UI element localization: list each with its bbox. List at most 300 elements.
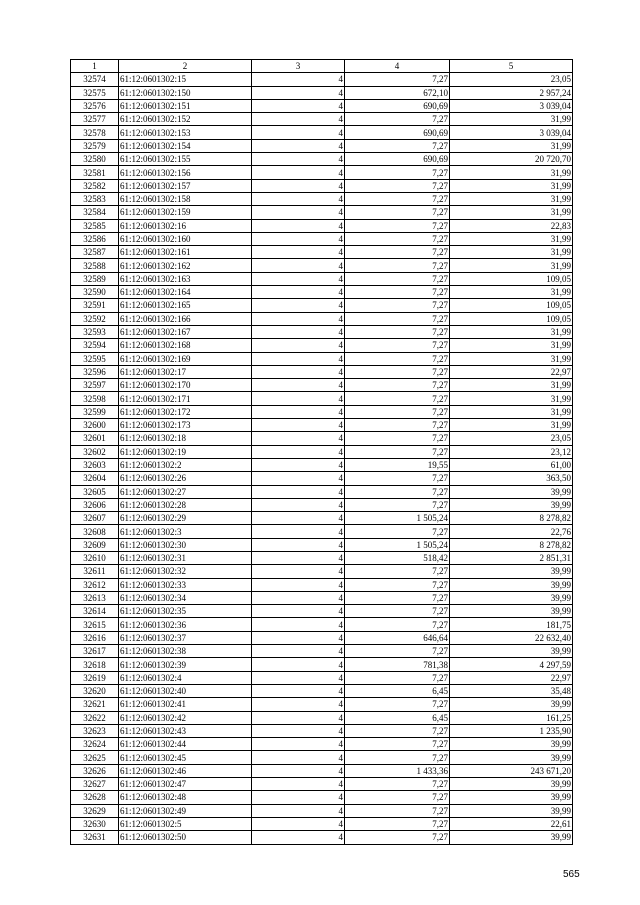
cell-value-5: 31,99	[450, 206, 573, 219]
cell-row-number: 32574	[71, 73, 119, 86]
cell-cadastral-number: 61:12:0601302:39	[119, 658, 252, 671]
cell-cadastral-number: 61:12:0601302:47	[119, 778, 252, 791]
cell-value-5: 22 632,40	[450, 631, 573, 644]
cell-cadastral-number: 61:12:0601302:41	[119, 698, 252, 711]
cell-value-4: 7,27	[345, 485, 450, 498]
cell-value-4: 7,27	[345, 379, 450, 392]
page-number: 565	[563, 869, 580, 880]
cell-row-number: 32586	[71, 232, 119, 245]
column-header: 2	[119, 60, 252, 73]
cell-cadastral-number: 61:12:0601302:173	[119, 419, 252, 432]
table-row	[71, 485, 573, 498]
cell-category: 4	[252, 791, 345, 804]
column-header: 4	[345, 60, 450, 73]
table-row	[71, 73, 573, 86]
cell-category: 4	[252, 485, 345, 498]
cell-row-number: 32617	[71, 645, 119, 658]
cell-category: 4	[252, 658, 345, 671]
cell-cadastral-number: 61:12:0601302:27	[119, 485, 252, 498]
table-row	[71, 432, 573, 445]
column-header: 3	[252, 60, 345, 73]
table-row	[71, 246, 573, 259]
cell-value-5: 31,99	[450, 286, 573, 299]
cell-cadastral-number: 61:12:0601302:36	[119, 618, 252, 631]
cell-row-number: 32609	[71, 538, 119, 551]
cell-value-5: 8 278,82	[450, 512, 573, 525]
table-row	[71, 179, 573, 192]
cell-value-4: 7,27	[345, 392, 450, 405]
cell-value-4: 7,27	[345, 738, 450, 751]
table-row	[71, 684, 573, 697]
cell-row-number: 32577	[71, 113, 119, 126]
cell-category: 4	[252, 831, 345, 844]
cell-row-number: 32606	[71, 498, 119, 511]
cell-cadastral-number: 61:12:0601302:45	[119, 751, 252, 764]
cell-row-number: 32615	[71, 618, 119, 631]
cell-category: 4	[252, 671, 345, 684]
table-row	[71, 339, 573, 352]
cell-value-4: 7,27	[345, 791, 450, 804]
table-row	[71, 166, 573, 179]
cell-cadastral-number: 61:12:0601302:168	[119, 339, 252, 352]
table-row	[71, 778, 573, 791]
cell-value-4: 7,27	[345, 817, 450, 830]
cell-value-4: 7,27	[345, 724, 450, 737]
cell-value-4: 7,27	[345, 671, 450, 684]
cell-cadastral-number: 61:12:0601302:19	[119, 445, 252, 458]
cell-category: 4	[252, 153, 345, 166]
column-header: 5	[450, 60, 573, 73]
cell-row-number: 32607	[71, 512, 119, 525]
cell-category: 4	[252, 472, 345, 485]
table-row	[71, 325, 573, 338]
table-row	[71, 379, 573, 392]
cell-row-number: 32614	[71, 605, 119, 618]
cell-category: 4	[252, 232, 345, 245]
cell-value-5: 23,05	[450, 73, 573, 86]
table-row	[71, 538, 573, 551]
cell-cadastral-number: 61:12:0601302:4	[119, 671, 252, 684]
cell-row-number: 32610	[71, 551, 119, 564]
cell-value-4: 7,27	[345, 206, 450, 219]
cell-value-4: 7,27	[345, 259, 450, 272]
table-row	[71, 192, 573, 205]
cell-value-5: 31,99	[450, 166, 573, 179]
cell-cadastral-number: 61:12:0601302:166	[119, 312, 252, 325]
cell-row-number: 32621	[71, 698, 119, 711]
cell-value-5: 4 297,59	[450, 658, 573, 671]
table-row	[71, 724, 573, 737]
cell-row-number: 32579	[71, 139, 119, 152]
cell-value-5: 31,99	[450, 352, 573, 365]
cell-row-number: 32625	[71, 751, 119, 764]
cell-cadastral-number: 61:12:0601302:38	[119, 645, 252, 658]
cell-row-number: 32622	[71, 711, 119, 724]
cell-value-5: 109,05	[450, 299, 573, 312]
cell-value-4: 7,27	[345, 645, 450, 658]
cell-cadastral-number: 61:12:0601302:35	[119, 605, 252, 618]
cell-category: 4	[252, 432, 345, 445]
table-row	[71, 831, 573, 844]
cell-row-number: 32612	[71, 578, 119, 591]
cell-row-number: 32591	[71, 299, 119, 312]
cell-value-5: 20 720,70	[450, 153, 573, 166]
cell-category: 4	[252, 286, 345, 299]
cell-category: 4	[252, 365, 345, 378]
cell-cadastral-number: 61:12:0601302:5	[119, 817, 252, 830]
table-row	[71, 113, 573, 126]
cell-value-4: 781,38	[345, 658, 450, 671]
cell-category: 4	[252, 445, 345, 458]
table-row	[71, 312, 573, 325]
cell-row-number: 32631	[71, 831, 119, 844]
cell-row-number: 32608	[71, 525, 119, 538]
cell-category: 4	[252, 631, 345, 644]
cell-value-4: 7,27	[345, 618, 450, 631]
table-row	[71, 405, 573, 418]
cell-category: 4	[252, 126, 345, 139]
cell-row-number: 32595	[71, 352, 119, 365]
cell-category: 4	[252, 206, 345, 219]
cell-category: 4	[252, 751, 345, 764]
cell-value-5: 39,99	[450, 804, 573, 817]
cell-value-5: 8 278,82	[450, 538, 573, 551]
cell-value-4: 1 505,24	[345, 512, 450, 525]
cell-value-5: 31,99	[450, 405, 573, 418]
table-row	[71, 365, 573, 378]
cell-row-number: 32582	[71, 179, 119, 192]
cell-category: 4	[252, 325, 345, 338]
table-row	[71, 645, 573, 658]
cell-category: 4	[252, 192, 345, 205]
cell-row-number: 32598	[71, 392, 119, 405]
cell-value-4: 7,27	[345, 299, 450, 312]
cell-value-4: 7,27	[345, 339, 450, 352]
cell-cadastral-number: 61:12:0601302:50	[119, 831, 252, 844]
table-row	[71, 352, 573, 365]
cell-value-5: 22,97	[450, 365, 573, 378]
table-row	[71, 299, 573, 312]
cell-row-number: 32590	[71, 286, 119, 299]
cell-value-4: 7,27	[345, 219, 450, 232]
cell-cadastral-number: 61:12:0601302:157	[119, 179, 252, 192]
cell-value-4: 7,27	[345, 751, 450, 764]
cell-category: 4	[252, 591, 345, 604]
table-row	[71, 591, 573, 604]
table-row	[71, 605, 573, 618]
cell-cadastral-number: 61:12:0601302:170	[119, 379, 252, 392]
cell-value-4: 7,27	[345, 804, 450, 817]
cell-value-5: 39,99	[450, 485, 573, 498]
cell-cadastral-number: 61:12:0601302:167	[119, 325, 252, 338]
cell-value-4: 7,27	[345, 525, 450, 538]
cell-cadastral-number: 61:12:0601302:37	[119, 631, 252, 644]
cell-cadastral-number: 61:12:0601302:160	[119, 232, 252, 245]
cell-value-4: 7,27	[345, 445, 450, 458]
cell-cadastral-number: 61:12:0601302:162	[119, 259, 252, 272]
cell-value-5: 181,75	[450, 618, 573, 631]
cell-category: 4	[252, 738, 345, 751]
cell-category: 4	[252, 804, 345, 817]
cell-category: 4	[252, 379, 345, 392]
cell-value-5: 39,99	[450, 738, 573, 751]
cell-value-5: 31,99	[450, 325, 573, 338]
cell-value-4: 6,45	[345, 684, 450, 697]
table-row	[71, 126, 573, 139]
cell-category: 4	[252, 312, 345, 325]
cell-cadastral-number: 61:12:0601302:2	[119, 458, 252, 471]
cell-row-number: 32576	[71, 99, 119, 112]
cell-value-5: 31,99	[450, 139, 573, 152]
cell-cadastral-number: 61:12:0601302:44	[119, 738, 252, 751]
cell-category: 4	[252, 339, 345, 352]
table-row	[71, 272, 573, 285]
table-row	[71, 259, 573, 272]
cell-value-4: 7,27	[345, 73, 450, 86]
table-row	[71, 804, 573, 817]
cell-value-5: 2 957,24	[450, 86, 573, 99]
cell-value-5: 39,99	[450, 831, 573, 844]
cell-value-5: 109,05	[450, 272, 573, 285]
cell-value-5: 23,12	[450, 445, 573, 458]
cell-value-4: 7,27	[345, 272, 450, 285]
cell-value-5: 31,99	[450, 419, 573, 432]
table-row	[71, 86, 573, 99]
cell-value-4: 1 505,24	[345, 538, 450, 551]
cell-category: 4	[252, 684, 345, 697]
cell-value-5: 31,99	[450, 259, 573, 272]
cell-category: 4	[252, 86, 345, 99]
cell-category: 4	[252, 73, 345, 86]
cell-row-number: 32594	[71, 339, 119, 352]
cell-cadastral-number: 61:12:0601302:26	[119, 472, 252, 485]
cell-cadastral-number: 61:12:0601302:3	[119, 525, 252, 538]
table-row	[71, 419, 573, 432]
cell-category: 4	[252, 565, 345, 578]
cell-cadastral-number: 61:12:0601302:28	[119, 498, 252, 511]
table-row	[71, 658, 573, 671]
cell-value-4: 19,55	[345, 458, 450, 471]
cell-row-number: 32585	[71, 219, 119, 232]
cell-cadastral-number: 61:12:0601302:32	[119, 565, 252, 578]
cell-category: 4	[252, 538, 345, 551]
cell-cadastral-number: 61:12:0601302:31	[119, 551, 252, 564]
cell-category: 4	[252, 259, 345, 272]
table-row	[71, 525, 573, 538]
cell-category: 4	[252, 512, 345, 525]
cell-cadastral-number: 61:12:0601302:169	[119, 352, 252, 365]
cell-value-5: 39,99	[450, 605, 573, 618]
cell-row-number: 32589	[71, 272, 119, 285]
cell-cadastral-number: 61:12:0601302:161	[119, 246, 252, 259]
cell-category: 4	[252, 711, 345, 724]
table-row	[71, 153, 573, 166]
cell-value-4: 7,27	[345, 192, 450, 205]
cell-value-4: 7,27	[345, 166, 450, 179]
table-row	[71, 445, 573, 458]
cell-row-number: 32605	[71, 485, 119, 498]
cell-value-5: 31,99	[450, 339, 573, 352]
cell-value-5: 39,99	[450, 565, 573, 578]
cell-category: 4	[252, 166, 345, 179]
header-row	[71, 60, 573, 73]
cell-value-5: 22,83	[450, 219, 573, 232]
table-row	[71, 472, 573, 485]
cell-value-4: 7,27	[345, 179, 450, 192]
cell-value-4: 7,27	[345, 352, 450, 365]
cell-value-5: 22,61	[450, 817, 573, 830]
cell-category: 4	[252, 392, 345, 405]
cell-value-5: 22,76	[450, 525, 573, 538]
cell-row-number: 32611	[71, 565, 119, 578]
cell-value-4: 7,27	[345, 365, 450, 378]
cell-category: 4	[252, 525, 345, 538]
cell-value-4: 7,27	[345, 698, 450, 711]
table-row	[71, 817, 573, 830]
cell-row-number: 32628	[71, 791, 119, 804]
cell-row-number: 32580	[71, 153, 119, 166]
cell-category: 4	[252, 578, 345, 591]
cell-value-5: 1 235,90	[450, 724, 573, 737]
cell-row-number: 32602	[71, 445, 119, 458]
cell-value-5: 39,99	[450, 645, 573, 658]
cell-value-5: 3 039,04	[450, 99, 573, 112]
cell-category: 4	[252, 405, 345, 418]
table-row	[71, 578, 573, 591]
cell-cadastral-number: 61:12:0601302:30	[119, 538, 252, 551]
cell-value-5: 39,99	[450, 791, 573, 804]
cell-row-number: 32603	[71, 458, 119, 471]
cell-value-5: 39,99	[450, 698, 573, 711]
cell-row-number: 32604	[71, 472, 119, 485]
cell-value-5: 31,99	[450, 232, 573, 245]
cell-value-5: 31,99	[450, 192, 573, 205]
cell-value-4: 7,27	[345, 605, 450, 618]
cell-value-4: 7,27	[345, 472, 450, 485]
table-row	[71, 618, 573, 631]
cell-value-5: 23,05	[450, 432, 573, 445]
cell-value-5: 39,99	[450, 578, 573, 591]
cell-row-number: 32620	[71, 684, 119, 697]
cell-cadastral-number: 61:12:0601302:40	[119, 684, 252, 697]
table-row	[71, 551, 573, 564]
table-row	[71, 458, 573, 471]
cell-value-4: 7,27	[345, 405, 450, 418]
cell-cadastral-number: 61:12:0601302:15	[119, 73, 252, 86]
cell-value-4: 690,69	[345, 126, 450, 139]
cell-category: 4	[252, 299, 345, 312]
cell-category: 4	[252, 778, 345, 791]
table-row	[71, 764, 573, 777]
table-row	[71, 751, 573, 764]
cell-row-number: 32587	[71, 246, 119, 259]
cell-cadastral-number: 61:12:0601302:154	[119, 139, 252, 152]
cell-cadastral-number: 61:12:0601302:49	[119, 804, 252, 817]
cell-category: 4	[252, 817, 345, 830]
table-row	[71, 738, 573, 751]
cell-category: 4	[252, 139, 345, 152]
table-row	[71, 498, 573, 511]
table-row	[71, 512, 573, 525]
table-row	[71, 711, 573, 724]
cell-category: 4	[252, 645, 345, 658]
table-row	[71, 565, 573, 578]
cell-value-4: 7,27	[345, 498, 450, 511]
cell-value-4: 7,27	[345, 139, 450, 152]
cell-cadastral-number: 61:12:0601302:29	[119, 512, 252, 525]
data-table	[70, 59, 573, 845]
cell-value-4: 690,69	[345, 99, 450, 112]
table-row	[71, 631, 573, 644]
cell-category: 4	[252, 419, 345, 432]
cell-row-number: 32629	[71, 804, 119, 817]
cell-row-number: 32623	[71, 724, 119, 737]
cell-row-number: 32578	[71, 126, 119, 139]
cell-value-5: 31,99	[450, 179, 573, 192]
cell-value-5: 39,99	[450, 591, 573, 604]
cell-category: 4	[252, 605, 345, 618]
cell-value-4: 672,10	[345, 86, 450, 99]
cell-category: 4	[252, 458, 345, 471]
cell-row-number: 32592	[71, 312, 119, 325]
table-row	[71, 206, 573, 219]
cell-cadastral-number: 61:12:0601302:163	[119, 272, 252, 285]
cell-value-4: 7,27	[345, 831, 450, 844]
cell-cadastral-number: 61:12:0601302:17	[119, 365, 252, 378]
cell-cadastral-number: 61:12:0601302:48	[119, 791, 252, 804]
table-body	[71, 73, 573, 844]
cell-row-number: 32616	[71, 631, 119, 644]
cell-value-5: 39,99	[450, 498, 573, 511]
column-header: 1	[71, 60, 119, 73]
cell-value-5: 35,48	[450, 684, 573, 697]
cell-row-number: 32584	[71, 206, 119, 219]
cell-value-5: 31,99	[450, 379, 573, 392]
cell-cadastral-number: 61:12:0601302:16	[119, 219, 252, 232]
cell-value-4: 7,27	[345, 286, 450, 299]
cell-row-number: 32583	[71, 192, 119, 205]
cell-value-4: 7,27	[345, 232, 450, 245]
cell-category: 4	[252, 498, 345, 511]
cell-value-5: 39,99	[450, 778, 573, 791]
cell-category: 4	[252, 219, 345, 232]
cell-value-5: 2 851,31	[450, 551, 573, 564]
cell-cadastral-number: 61:12:0601302:155	[119, 153, 252, 166]
cell-value-4: 518,42	[345, 551, 450, 564]
cell-value-4: 7,27	[345, 778, 450, 791]
cell-category: 4	[252, 99, 345, 112]
cell-value-5: 31,99	[450, 246, 573, 259]
cell-cadastral-number: 61:12:0601302:159	[119, 206, 252, 219]
cell-category: 4	[252, 352, 345, 365]
cell-row-number: 32601	[71, 432, 119, 445]
cell-cadastral-number: 61:12:0601302:18	[119, 432, 252, 445]
cell-value-4: 7,27	[345, 113, 450, 126]
cell-row-number: 32588	[71, 259, 119, 272]
cell-row-number: 32627	[71, 778, 119, 791]
cell-row-number: 32619	[71, 671, 119, 684]
cell-row-number: 32597	[71, 379, 119, 392]
cell-row-number: 32596	[71, 365, 119, 378]
cell-category: 4	[252, 272, 345, 285]
cell-value-5: 39,99	[450, 751, 573, 764]
cell-cadastral-number: 61:12:0601302:172	[119, 405, 252, 418]
cell-row-number: 32599	[71, 405, 119, 418]
cell-category: 4	[252, 618, 345, 631]
table-row	[71, 698, 573, 711]
cell-value-4: 7,27	[345, 432, 450, 445]
cell-value-4: 7,27	[345, 578, 450, 591]
